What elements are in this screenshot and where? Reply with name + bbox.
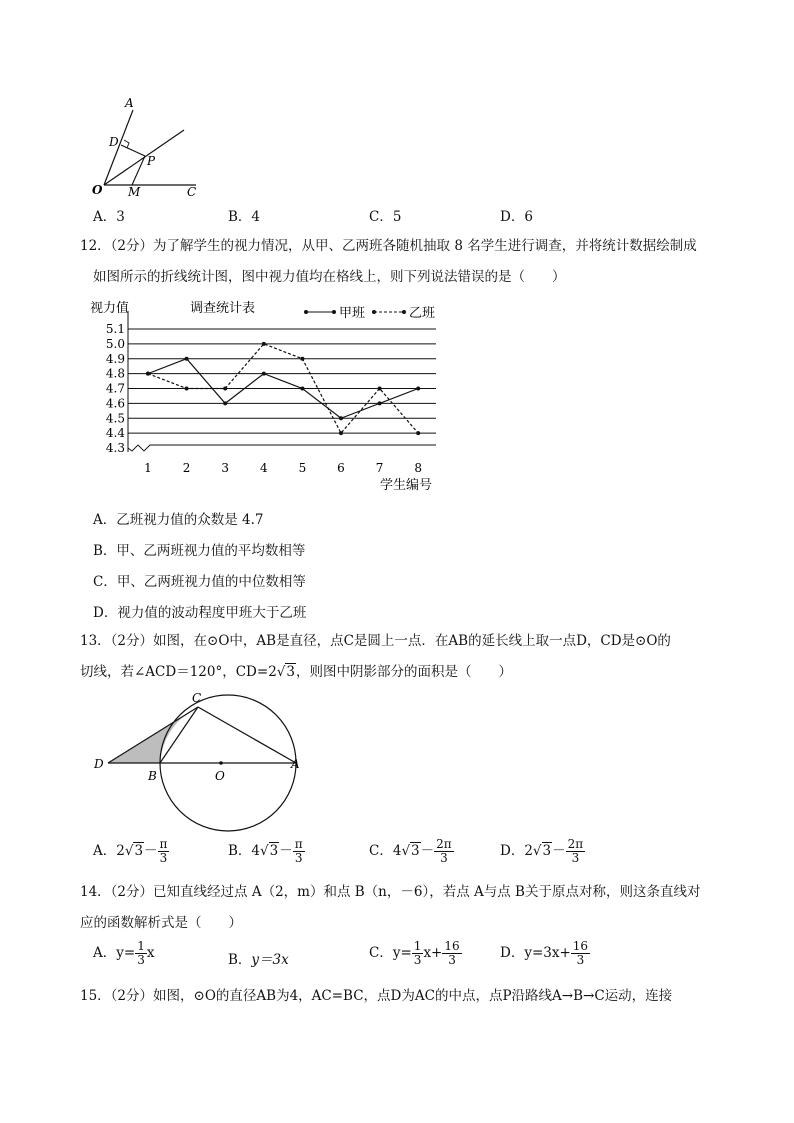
- segment-DP: [121, 145, 145, 156]
- data-point-jia: [416, 387, 420, 391]
- data-point-jia: [262, 372, 266, 376]
- q14-option-c: C．y= $\frac{1}{3}$ x+ $\frac{16}{3}$: [369, 939, 460, 967]
- q13-option-b: B．4√3－ $\frac{\pi}{3}$: [228, 837, 303, 865]
- q11-label-M: M: [128, 185, 141, 199]
- q12-option-d: D．视力值的波动程度甲班大于乙班: [93, 605, 307, 621]
- data-point-jia: [339, 416, 343, 420]
- q13-option-c: C．4√3－ $\frac{2\pi}{3}$: [369, 837, 452, 865]
- data-point-yi: [416, 431, 420, 435]
- q11-option-b: B．4: [228, 209, 261, 225]
- data-point-yi: [262, 342, 266, 346]
- q12-line1: 12．（2分）为了解学生的视力情况，从甲、乙两班各随机抽取 8 名学生进行调查，并将统计数据绘制成: [80, 238, 697, 254]
- x-tick-label: 3: [221, 461, 230, 475]
- q12-option-b: B．甲、乙两班视力值的平均数相等: [93, 543, 306, 559]
- x-axis-break: [128, 445, 436, 451]
- q12-option-c: C．甲、乙两班视力值的中位数相等: [93, 574, 306, 590]
- q11-option-d: D．6: [500, 209, 533, 225]
- data-point-yi: [378, 387, 382, 391]
- legend-label-jia: 甲班: [339, 306, 366, 321]
- legend-dot: [332, 310, 336, 314]
- data-point-jia: [300, 387, 304, 391]
- data-point-jia: [378, 401, 382, 405]
- q14-option-b: B．y＝3x: [228, 952, 289, 968]
- q11-label-D: D: [109, 135, 119, 149]
- y-tick-label: 4.8: [105, 366, 125, 381]
- data-point-yi: [185, 387, 189, 391]
- data-point-yi: [146, 372, 150, 376]
- x-tick-label: 7: [375, 461, 384, 475]
- y-axis-title: 视力值: [90, 301, 130, 316]
- y-tick-label: 4.6: [105, 396, 125, 411]
- q14-option-a: A．y= $\frac{1}{3}$ x: [93, 939, 155, 967]
- q11-option-a: A．3: [93, 209, 125, 225]
- data-point-jia: [223, 401, 227, 405]
- q13-figure: [88, 688, 308, 838]
- q13-option-a: A．2√3－ $\frac{\pi}{3}$: [93, 837, 168, 865]
- segment-PM: [132, 156, 145, 185]
- q11-label-O: O: [92, 183, 103, 197]
- data-point-yi: [300, 357, 304, 361]
- center-dot: [219, 761, 223, 765]
- legend-dot: [304, 310, 308, 314]
- data-point-jia: [185, 357, 189, 361]
- q14-line1: 14．（2分）已知直线经过点 A（2，m）和点 B（n，－6），若点 A与点 B关于原点对称，则这条直线对: [80, 884, 701, 900]
- q13-label-B: B: [148, 769, 157, 783]
- x-tick-label: 8: [414, 461, 423, 475]
- q11-figure: [88, 92, 203, 200]
- y-tick-label: 4.3: [105, 441, 125, 455]
- q14-line2: 应的函数解析式是（ ）: [80, 915, 242, 931]
- data-point-yi: [339, 431, 343, 435]
- q11-label-P: P: [147, 154, 156, 168]
- q13-line1: 13．（2分）如图，在⊙O中，AB是直径，点C是圆上一点．在AB的延长线上取一点D，CD是⊙O的: [80, 633, 671, 649]
- x-tick-label: 2: [182, 461, 191, 475]
- y-tick-label: 5.0: [105, 336, 125, 351]
- legend-label-yi: 乙班: [409, 306, 436, 321]
- x-axis-title: 学生编号: [380, 478, 433, 493]
- q12-line-chart: [88, 293, 448, 498]
- y-tick-label: 4.9: [105, 351, 125, 366]
- y-tick-label: 4.5: [105, 411, 125, 426]
- x-tick-label: 5: [298, 461, 307, 475]
- q14-option-d: D．y=3x+ $\frac{16}{3}$: [500, 939, 589, 967]
- q11-option-c: C．5: [369, 209, 402, 225]
- q11-label-A: A: [125, 96, 134, 110]
- data-point-yi: [223, 387, 227, 391]
- q13-label-D: D: [94, 757, 104, 771]
- segment-CA: [198, 707, 296, 763]
- q11-label-C: C: [187, 185, 197, 199]
- y-tick-label: 4.7: [105, 381, 125, 396]
- q15-line1: 15．（2分）如图，⊙O的直径AB为4，AC=BC，点D为AC的中点，点P沿路线A→B→C运动，连接: [80, 988, 673, 1004]
- y-tick-label: 4.4: [105, 426, 125, 441]
- legend-dot: [402, 310, 406, 314]
- q12-line2: 如图所示的折线统计图，图中视力值均在格线上，则下列说法错误的是（ ）: [93, 269, 566, 285]
- x-tick-label: 1: [144, 461, 152, 475]
- q13-label-O: O: [215, 769, 225, 783]
- q13-label-A: A: [291, 757, 300, 771]
- legend-dot: [372, 310, 376, 314]
- q13-label-C: C: [192, 691, 202, 705]
- x-tick-label: 4: [259, 461, 268, 475]
- x-tick-label: 6: [337, 461, 345, 475]
- q13-option-d: D．2√3－ $\frac{2\pi}{3}$: [500, 837, 584, 865]
- q13-line2: 切线，若∠ACD＝120°，CD=2√3，则图中阴影部分的面积是（ ）: [80, 664, 512, 680]
- chart-title: 调查统计表: [190, 301, 256, 316]
- y-tick-label: 5.1: [105, 322, 125, 336]
- q12-option-a: A．乙班视力值的众数是 4.7: [93, 512, 264, 528]
